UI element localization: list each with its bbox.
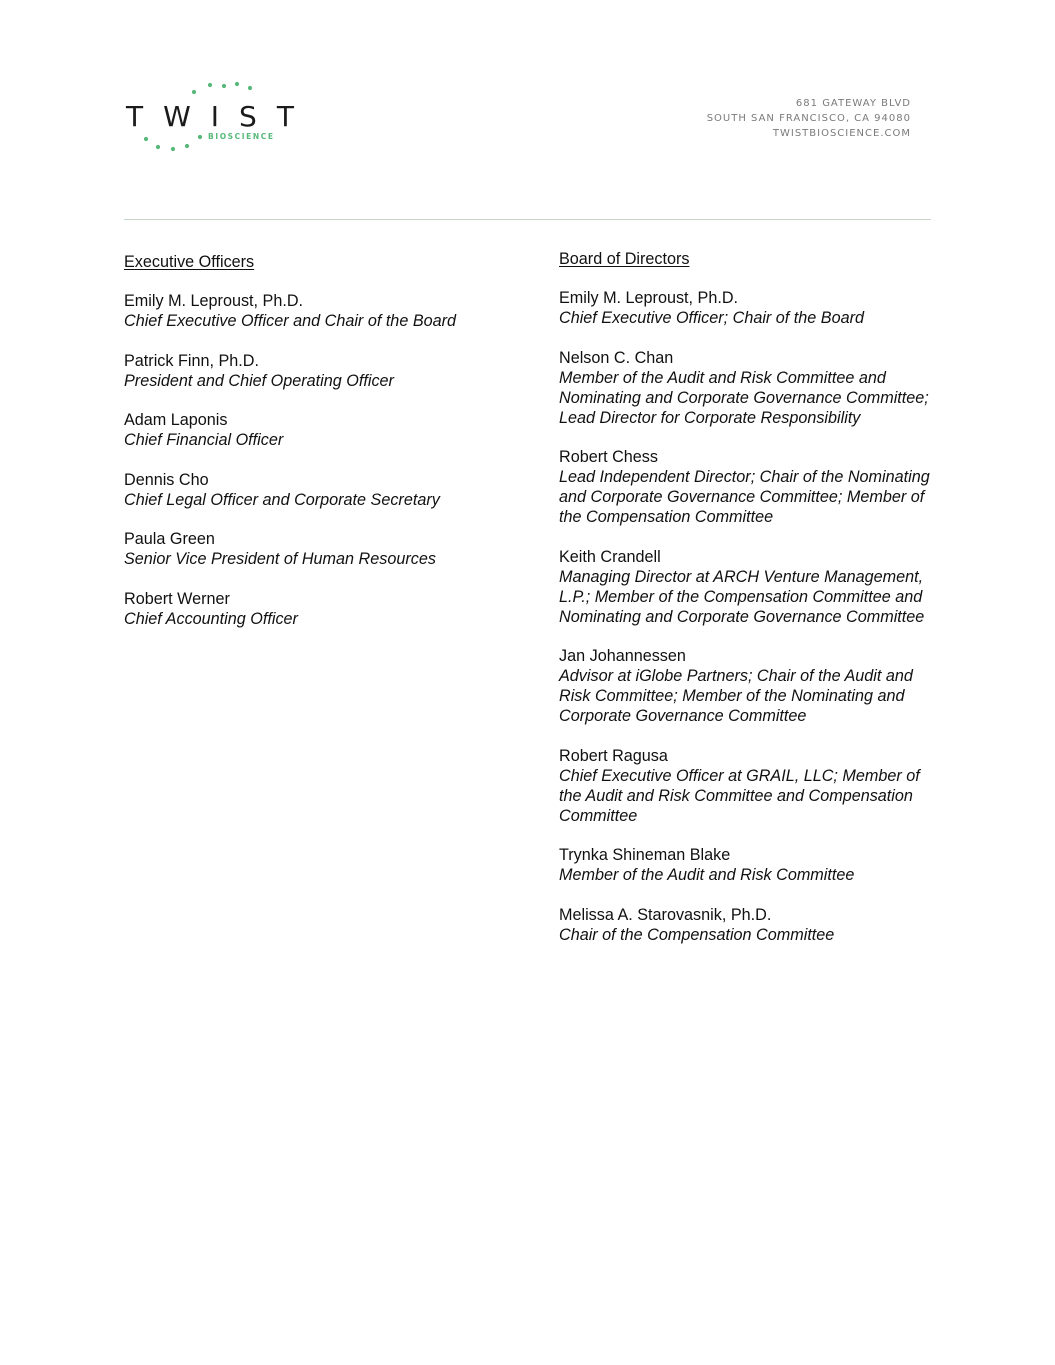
director-role: Member of the Audit and Risk Committee xyxy=(559,866,855,884)
officer-role: President and Chief Operating Officer xyxy=(124,371,394,390)
director-role: Advisor at iGlobe Partners; Chair of the Audit and Risk Committee; Member of the Nominating and Corporate Governance Committee xyxy=(559,667,913,725)
director-name: Robert Ragusa xyxy=(559,746,668,765)
director-name: Emily M. Leproust, Ph.D. xyxy=(559,289,739,307)
director-role: Managing Director at ARCH Venture Management, L.P.; Member of the Compensation Committee and Nominating and Corporate Governance Committee xyxy=(559,567,925,626)
officer-name: Dennis Cho xyxy=(124,470,209,489)
officer-name: Emily M. Leproust, Ph.D. xyxy=(124,292,304,310)
officer-name: Adam Laponis xyxy=(124,411,228,429)
director-entry xyxy=(559,348,939,428)
address-line: 681 GATEWAY BLVD xyxy=(795,98,911,109)
officer-name: Robert Werner xyxy=(124,589,230,608)
director-entry xyxy=(559,746,939,826)
header-divider xyxy=(124,219,931,220)
officer-role: Chief Financial Officer xyxy=(124,431,284,449)
director-name: Robert Chess xyxy=(559,448,658,466)
officer-entry xyxy=(124,410,544,450)
address-block xyxy=(707,96,911,141)
logo-subtext: BIOSCIENCE xyxy=(208,132,275,141)
officer-role: Senior Vice President of Human Resources xyxy=(124,550,436,568)
director-name: Trynka Shineman Blake xyxy=(559,846,731,864)
director-name: Keith Crandell xyxy=(559,547,661,566)
director-name: Jan Johannessen xyxy=(559,647,686,665)
address-line: SOUTH SAN FRANCISCO, CA 94080 xyxy=(706,113,911,124)
officer-name: Paula Green xyxy=(124,530,215,548)
address-line: TWISTBIOSCIENCE.COM xyxy=(772,128,911,139)
twist-bioscience-logo xyxy=(124,78,314,158)
board-of-directors-section xyxy=(559,249,939,964)
director-entry xyxy=(559,646,939,726)
officer-name: Patrick Finn, Ph.D. xyxy=(124,351,259,370)
officer-entry xyxy=(124,291,544,331)
director-role: Chief Executive Officer; Chair of the Board xyxy=(559,309,865,327)
logo-mark xyxy=(124,78,314,158)
director-role: Lead Independent Director; Chair of the Nominating and Corporate Governance Committee; Member of the Compensation Committee xyxy=(559,468,930,526)
officer-entry xyxy=(124,470,544,510)
officer-entry xyxy=(124,529,544,569)
executive-officers-heading: Executive Officers xyxy=(124,253,255,271)
director-role: Member of the Audit and Risk Committee and Nominating and Corporate Governance Committee; Lead Director for Corporate Responsibility xyxy=(559,368,929,427)
officer-role: Chief Legal Officer and Corporate Secretary xyxy=(124,490,440,509)
board-of-directors-heading: Board of Directors xyxy=(559,250,690,268)
director-entry xyxy=(559,845,939,885)
director-entry xyxy=(559,447,939,527)
executive-officers-section xyxy=(124,252,544,648)
officer-entry xyxy=(124,589,544,629)
officer-entry xyxy=(124,351,544,391)
director-entry xyxy=(559,288,939,328)
director-role: Chief Executive Officer at GRAIL, LLC; Member of the Audit and Risk Committee and Compensation Committee xyxy=(559,766,920,825)
director-name: Nelson C. Chan xyxy=(559,348,674,367)
director-entry xyxy=(559,547,939,627)
director-name: Melissa A. Starovasnik, Ph.D. xyxy=(559,905,772,924)
officer-role: Chief Accounting Officer xyxy=(124,609,298,628)
officer-role: Chief Executive Officer and Chair of the Board xyxy=(124,312,457,330)
logo-word: TWIST xyxy=(126,100,314,133)
director-role: Chair of the Compensation Committee xyxy=(559,925,835,944)
director-entry xyxy=(559,905,939,945)
